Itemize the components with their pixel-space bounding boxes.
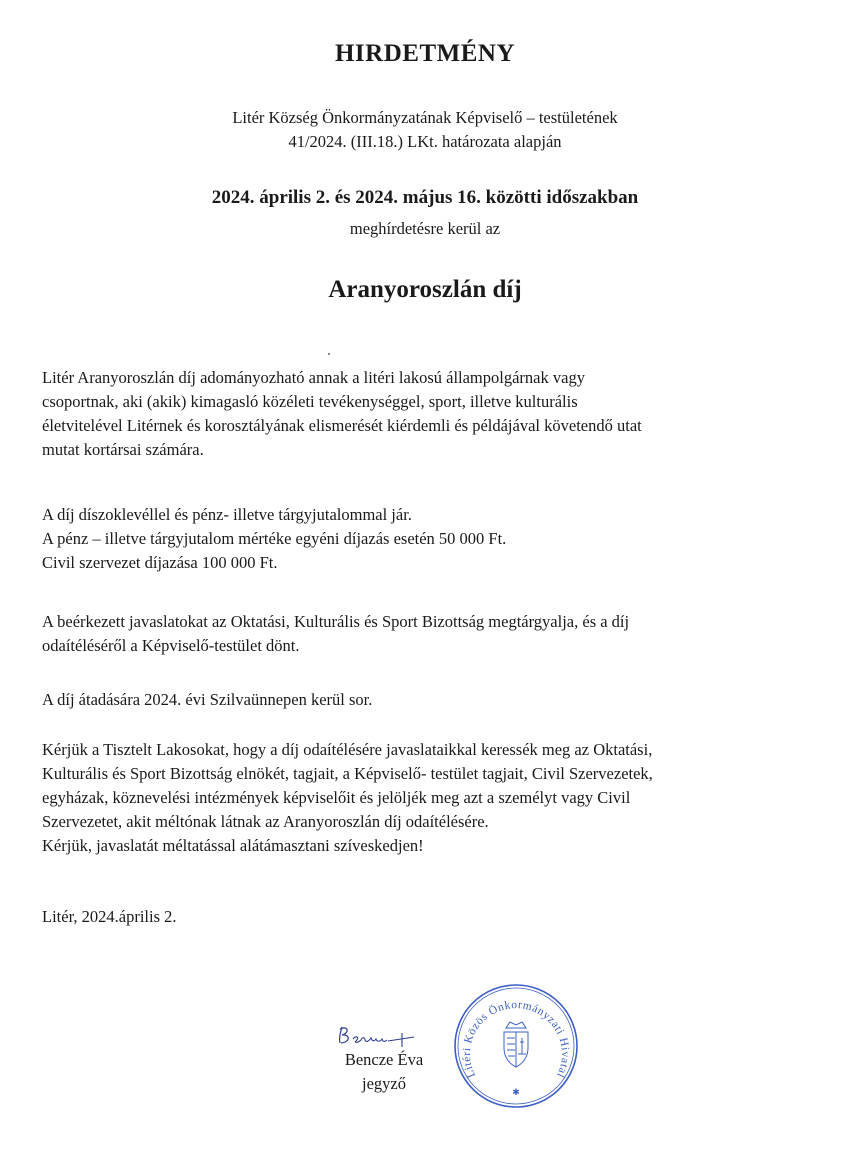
stray-mark xyxy=(328,353,330,355)
official-stamp xyxy=(452,982,580,1110)
signer-name: Bencze Éva xyxy=(344,1050,424,1069)
text-line: életvitelével Litérnek és korosztályának elismerését kiérdemli és példájával követendő utat xyxy=(42,416,642,435)
signer-role: jegyző xyxy=(362,1074,406,1093)
text-line: A pénz – illetve tárgyjutalom mértéke egyéni díjazás esetén 50 000 Ft. xyxy=(42,529,507,548)
announcement-period: 2024. április 2. és 2024. május 16. közötti időszakban xyxy=(211,187,639,208)
text-line: mutat kortársai számára. xyxy=(42,440,204,459)
text-line: Litér Aranyoroszlán díj adományozható annak a litéri lakosú állampolgárnak vagy xyxy=(42,368,585,387)
coat-of-arms-icon xyxy=(504,1022,528,1067)
intro-line: 41/2024. (III.18.) LKt. határozata alapján xyxy=(288,132,562,151)
document-title: HIRDETMÉNY xyxy=(334,40,515,67)
text-line: egyházak, köznevelési intézmények képviselőit és jelöljék meg azt a személyt vagy Civil xyxy=(42,788,631,807)
paragraph-decision xyxy=(42,610,822,658)
resolution-reference xyxy=(0,106,850,154)
paragraph-eligibility xyxy=(42,366,822,462)
svg-text:Litéri Közös Önkormányzati Hiv: Litéri Közös Önkormányzati Hivatal xyxy=(460,999,572,1080)
handwritten-signature xyxy=(336,1023,418,1049)
signer-block xyxy=(336,1048,432,1096)
place-date: Litér, 2024.április 2. xyxy=(42,907,177,926)
svg-text:✱: ✱ xyxy=(512,1088,520,1098)
text-line: csoportnak, aki (akik) kimagasló közéleti tevékenységgel, sport, illetve kulturális xyxy=(42,392,578,411)
paragraph-request xyxy=(42,738,822,858)
paragraph-prize xyxy=(42,503,822,575)
announcement-period-subtitle: meghírdetésre kerül az xyxy=(349,219,501,238)
text-line: Szervezetet, akit méltónak látnak az Aranyoroszlán díj odaítélésére. xyxy=(42,812,489,831)
text-line: A díj díszoklevéllel és pénz- illetve tárgyjutalommal jár. xyxy=(42,505,412,524)
text-line: Kérjük, javaslatát méltatással alátámasztani szíveskedjen! xyxy=(42,836,424,855)
intro-line: Litér Község Önkormányzatának Képviselő – testületének xyxy=(232,108,618,127)
paragraph-ceremony xyxy=(42,688,822,712)
text-line: A díj átadására 2024. évi Szilvaünnepen kerül sor. xyxy=(42,690,373,709)
text-line: Kulturális és Sport Bizottság elnökét, tagjait, a Képviselő- testület tagjait, Civil Szervezetek, xyxy=(42,764,653,783)
text-line: Civil szervezet díjazása 100 000 Ft. xyxy=(42,553,278,572)
text-line: Kérjük a Tisztelt Lakosokat, hogy a díj odaítélésére javaslataikkal keressék meg az Oktatási, xyxy=(42,740,653,759)
award-name: Aranyoroszlán díj xyxy=(328,276,522,303)
text-line: odaítéléséről a Képviselő-testület dönt. xyxy=(42,636,300,655)
text-line: A beérkezett javaslatokat az Oktatási, Kulturális és Sport Bizottság megtárgyalja, és a díj xyxy=(42,612,630,631)
